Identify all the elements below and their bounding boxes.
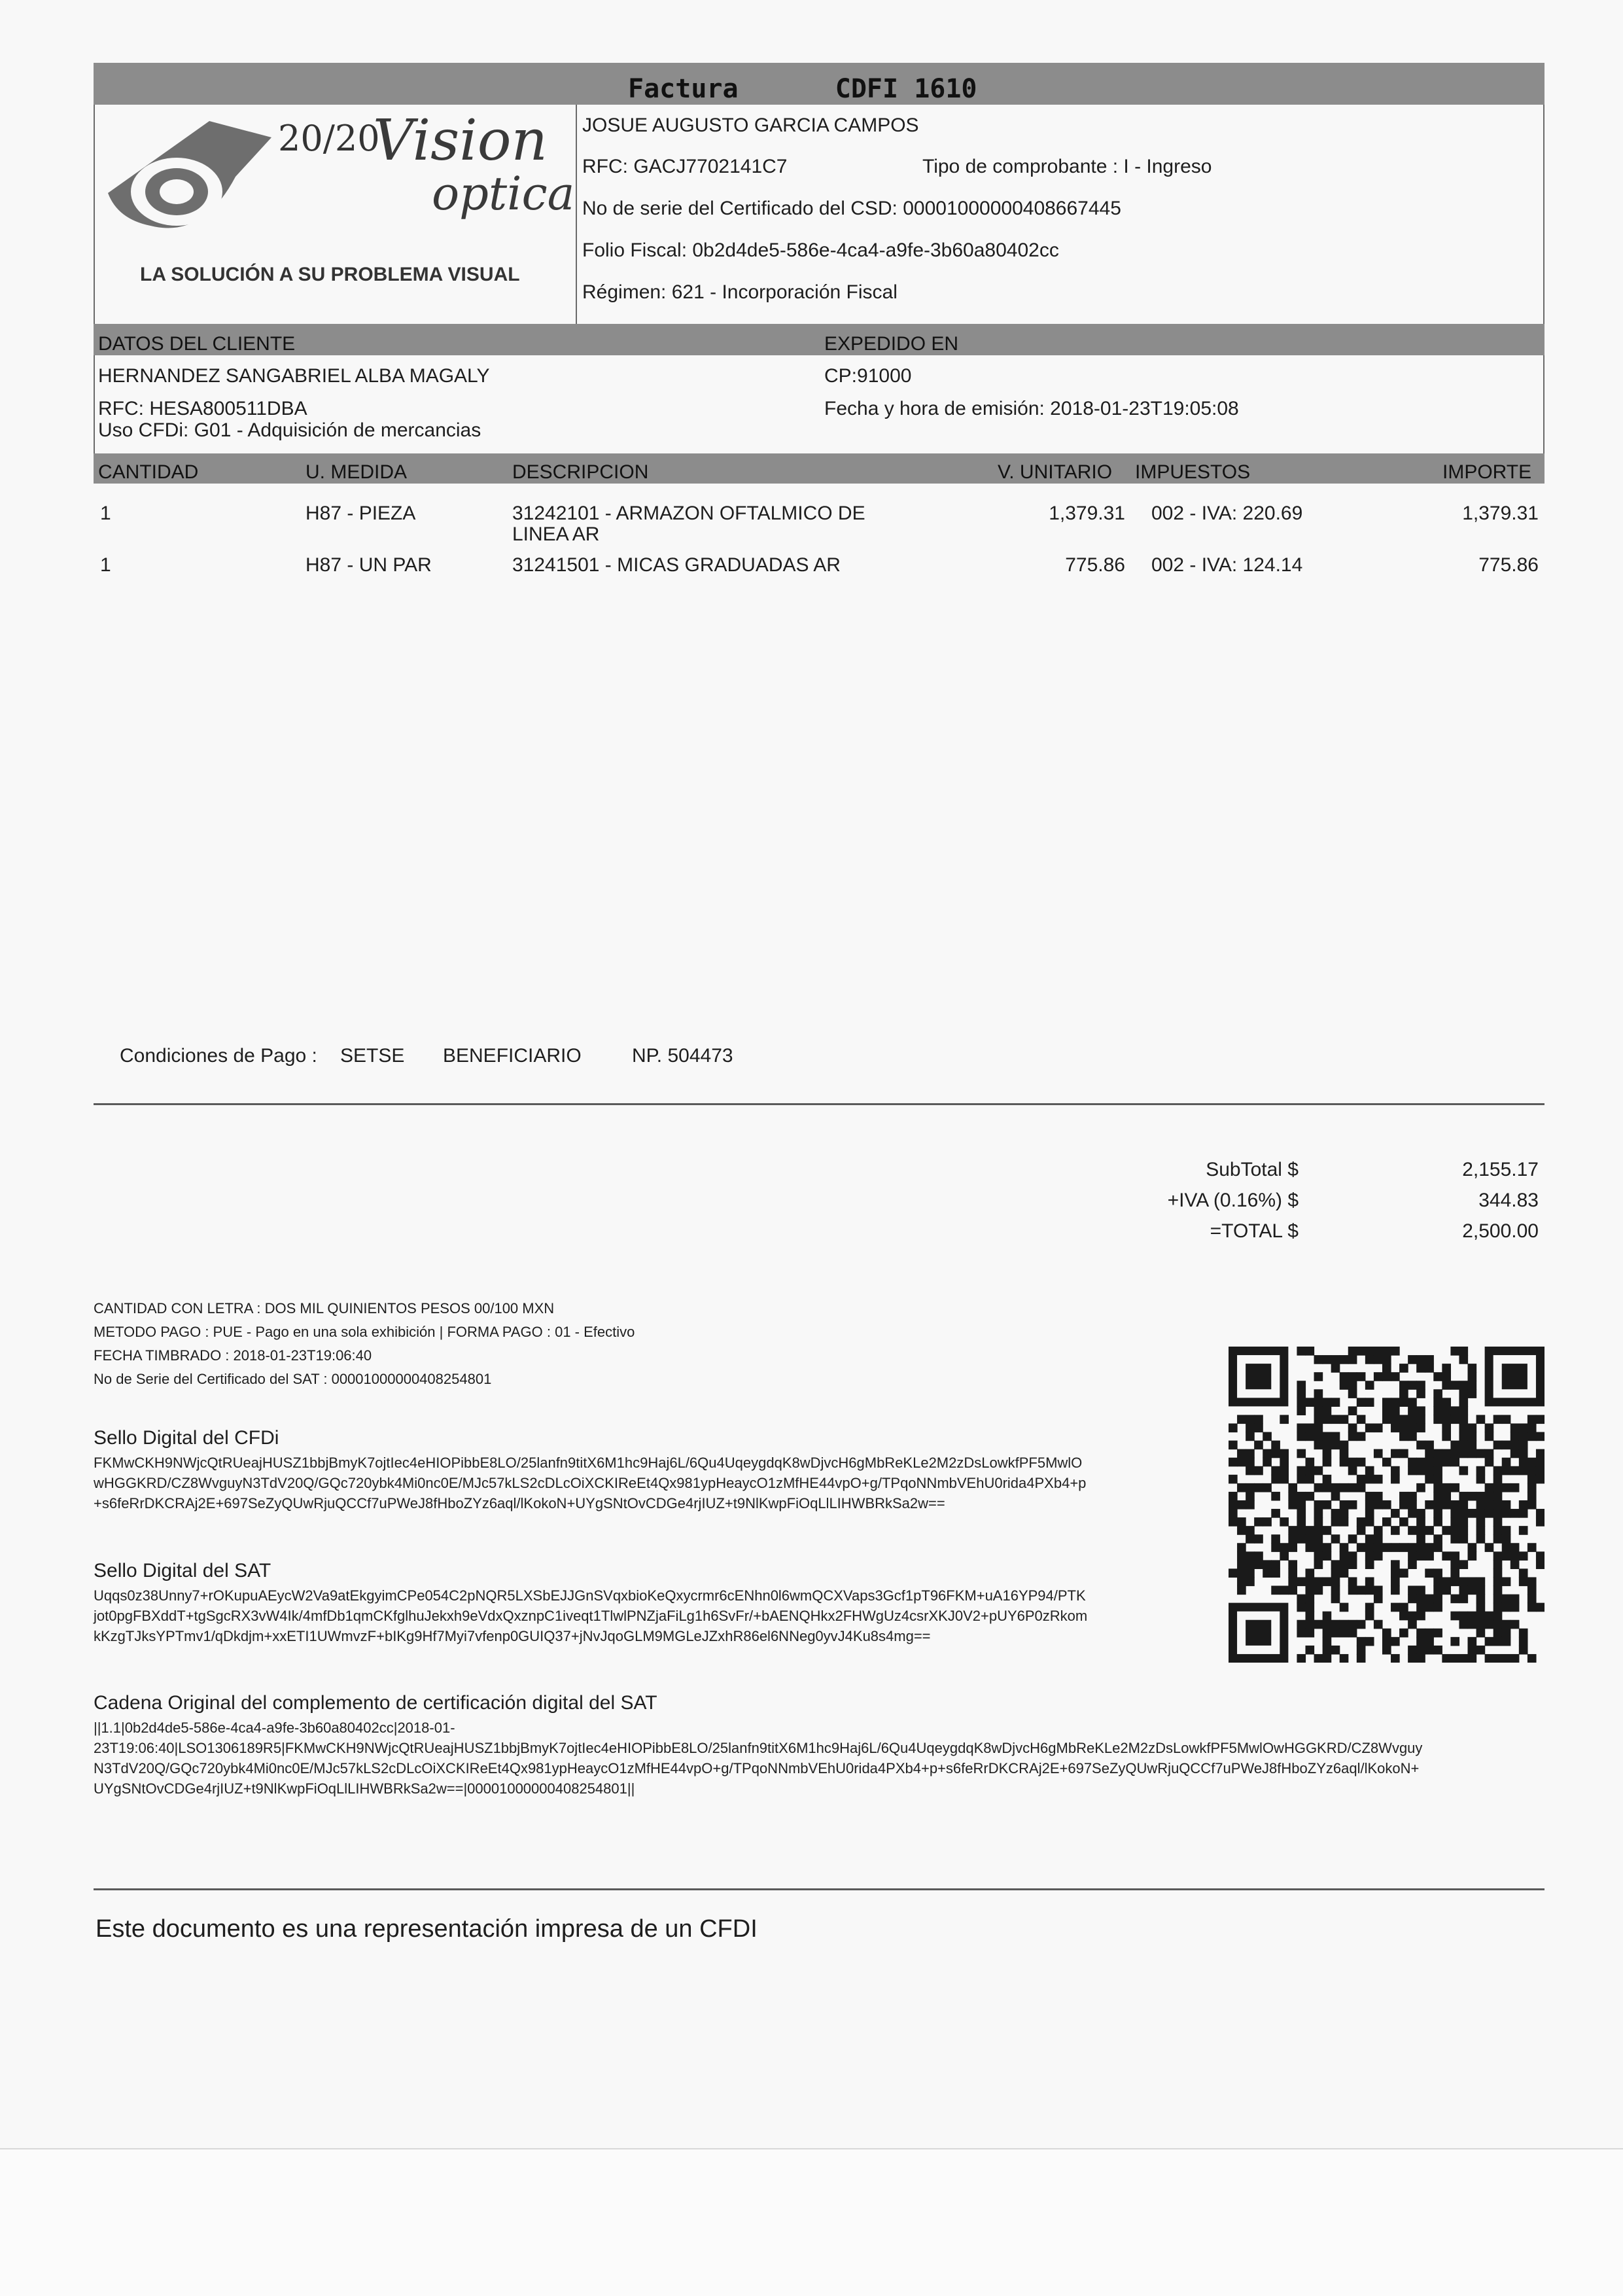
row-unidad: H87 - UN PAR bbox=[305, 554, 432, 576]
sello-sat-line: Uqqs0z38Unny7+rOKupuAEycW2Va9atEkgyimCPe054C2pNQR5LXSbEJJGnSVqxbioKeQxycrmr6cENhn0l6wmQCXVaps3Gcf1pT96FKM+uA16YP94/PTK bbox=[94, 1587, 1086, 1604]
client-band bbox=[94, 324, 1544, 355]
folio-fiscal: Folio Fiscal: 0b2d4de5-586e-4ca4-a9fe-3b60a80402cc bbox=[582, 239, 1059, 261]
row-descripcion-cont: LINEA AR bbox=[512, 523, 600, 545]
sello-cfdi-line: +s6feRrDKCRAj2E+697SeZyQUwRjuQCCf7uPWeJ8fHboZYz6aql/lKokoN+UYgSNtOvCDGe4rjIUZ+t9NlKwpFiOqLlLIHWBRkSa2w== bbox=[94, 1495, 945, 1511]
row-cantidad: 1 bbox=[100, 554, 111, 576]
expedido-cp: CP:91000 bbox=[824, 365, 912, 387]
total-value: 2,500.00 bbox=[1462, 1220, 1539, 1242]
header-box-right bbox=[1543, 105, 1544, 324]
sello-sat-text bbox=[94, 1585, 1193, 1646]
serie-csd: No de serie del Certificado del CSD: 00001000000408667445 bbox=[582, 198, 1121, 219]
footer-note: Este documento es una representación impresa de un CFDI bbox=[96, 1915, 758, 1943]
col-descripcion: DESCRIPCION bbox=[512, 461, 649, 483]
cfdi-number: 1610 bbox=[914, 74, 977, 104]
row-cantidad: 1 bbox=[100, 503, 111, 524]
header-divider bbox=[576, 105, 577, 324]
total-label: =TOTAL $ bbox=[1210, 1220, 1299, 1242]
sello-cfdi-line: wHGGKRD/CZ8WvguyN3TdV20Q/GQc720ybk4Mi0nc0E/MJc57kLS2cDLcOiXCKIReEt4Qx981ypHeaycO1zMfHE44vpO+g/TPqoNNmbVEhU0rida4PXb4+p bbox=[94, 1475, 1087, 1491]
client-uso-cfdi: Uso CFDi: G01 - Adquisición de mercancias bbox=[98, 419, 481, 441]
issuer-rfc: RFC: GACJ7702141C7 bbox=[582, 156, 788, 177]
col-cantidad: CANTIDAD bbox=[98, 461, 199, 483]
header-box-left bbox=[94, 105, 95, 324]
client-rfc: RFC: HESA800511DBA bbox=[98, 398, 307, 419]
logo-brand-sub: optica bbox=[432, 167, 575, 221]
cantidad-letra: CANTIDAD CON LETRA : DOS MIL QUINIENTOS PESOS 00/100 MXN bbox=[94, 1300, 555, 1316]
iva-label: +IVA (0.16%) $ bbox=[1167, 1190, 1299, 1211]
cadena-line: ||1.1|0b2d4de5-586e-4ca4-a9fe-3b60a80402cc|2018-01- bbox=[94, 1720, 455, 1736]
fecha-timbrado: FECHA TIMBRADO : 2018-01-23T19:06:40 bbox=[94, 1347, 372, 1364]
metodo-pago: METODO PAGO : PUE - Pago en una sola exhibición | FORMA PAGO : 01 - Efectivo bbox=[94, 1324, 635, 1340]
col-unidad: U. MEDIDA bbox=[305, 461, 408, 483]
cadena-line: 23T19:06:40|LSO1306189R5|FKMwCKH9NWjcQtRUeajHUSZ1bbjBmyK7ojtIec4eHIOPibbE8LO/25lanfn9titX6M1hc9Haj6L/6Qu4UqeygdqK8wDjvcH6gMbReKLe2M2zDsLowkfPF5MwlOwHGGKRD/CZ8Wvguy bbox=[94, 1740, 1423, 1756]
sello-cfdi-text bbox=[94, 1453, 1193, 1513]
client-box-right bbox=[1543, 355, 1544, 453]
expedido-fecha: Fecha y hora de emisión: 2018-01-23T19:05:08 bbox=[824, 398, 1239, 419]
tipo-comprobante: Tipo de comprobante : I - Ingreso bbox=[922, 156, 1212, 177]
logo-brand-word: Vision bbox=[373, 108, 548, 173]
row-unidad: H87 - PIEZA bbox=[305, 503, 416, 524]
client-box-left bbox=[94, 355, 95, 453]
row-impuestos: 002 - IVA: 220.69 bbox=[1151, 503, 1303, 524]
issuer-name: JOSUE AUGUSTO GARCIA CAMPOS bbox=[582, 115, 919, 136]
scan-edge-line bbox=[0, 2148, 1623, 2149]
company-logo bbox=[105, 108, 575, 308]
expedido-section-label: EXPEDIDO EN bbox=[824, 333, 959, 355]
sello-sat-line: jot0pgFBXddT+tgSgcRX3vW4Ik/4mfDb1qmCKfglhuJekxh9eVdxQxznpC1iveqt1TlwlPNZjaFiLg1h6SvFr/+bAENQHkx2FHWgUz4csrXKJ0V2+pUY6P0zRkom bbox=[94, 1608, 1088, 1624]
cadena-title: Cadena Original del complemento de certificación digital del SAT bbox=[94, 1692, 657, 1714]
cfdi-label: CDFI bbox=[835, 74, 899, 104]
client-section-label: DATOS DEL CLIENTE bbox=[98, 333, 296, 355]
eye-logo-icon bbox=[105, 115, 275, 245]
details-block bbox=[94, 1297, 635, 1391]
row-importe: 775.86 bbox=[1478, 554, 1539, 576]
sello-sat-title: Sello Digital del SAT bbox=[94, 1560, 271, 1581]
col-unitario: V. UNITARIO bbox=[998, 461, 1113, 483]
cadena-text bbox=[94, 1718, 1546, 1799]
row-impuestos: 002 - IVA: 124.14 bbox=[1151, 554, 1303, 576]
row-unitario: 775.86 bbox=[1065, 554, 1125, 576]
row-importe: 1,379.31 bbox=[1462, 503, 1539, 524]
row-descripcion: 31241501 - MICAS GRADUADAS AR bbox=[512, 554, 841, 576]
row-descripcion: 31242101 - ARMAZON OFTALMICO DE bbox=[512, 503, 865, 524]
subtotal-value: 2,155.17 bbox=[1462, 1159, 1539, 1180]
regimen-fiscal: Régimen: 621 - Incorporación Fiscal bbox=[582, 281, 898, 303]
divider-line bbox=[94, 1103, 1544, 1105]
qr-code-icon bbox=[1229, 1347, 1544, 1663]
payment-value-3: NP. 504473 bbox=[632, 1045, 733, 1067]
sello-cfdi-line: FKMwCKH9NWjcQtRUeajHUSZ1bbjBmyK7ojtIec4eHIOPibbE8LO/25lanfn9titX6M1hc9Haj6L/6Qu4UqeygdqK8wDjvcH6gMbReKLe2M2zDsLowkfPF5MwlO bbox=[94, 1455, 1083, 1471]
col-impuestos: IMPUESTOS bbox=[1135, 461, 1251, 483]
client-name: HERNANDEZ SANGABRIEL ALBA MAGALY bbox=[98, 365, 490, 387]
invoice-title bbox=[628, 73, 977, 105]
row-unitario: 1,379.31 bbox=[1049, 503, 1125, 524]
footer-divider bbox=[94, 1888, 1544, 1890]
iva-value: 344.83 bbox=[1478, 1190, 1539, 1211]
sello-sat-line: kKzgTJksYPTmv1/qDkdjm+xxETI1UWmvzF+bIKg9Hf7Myi7vfenp0GUIQ37+jNvJqoGLM9MGLeJZxhR86el6NNeg0yvJ4Ku8s4mg== bbox=[94, 1628, 931, 1644]
payment-value-2: BENEFICIARIO bbox=[443, 1045, 582, 1067]
payment-value-1: SETSE bbox=[340, 1045, 405, 1067]
logo-fraction: 20/20 bbox=[278, 118, 380, 159]
serie-sat: No de Serie del Certificado del SAT : 00001000000408254801 bbox=[94, 1371, 492, 1387]
logo-tagline: LA SOLUCIÓN A SU PROBLEMA VISUAL bbox=[140, 264, 520, 285]
payment-label: Condiciones de Pago : bbox=[120, 1045, 317, 1067]
invoice-title-text: Factura bbox=[628, 74, 739, 104]
cadena-line: UYgSNtOvCDGe4rjIUZ+t9NlKwpFiOqLlLIHWBRkSa2w==|00001000000408254801|| bbox=[94, 1780, 635, 1797]
scan-edge bbox=[0, 2149, 1623, 2296]
sello-cfdi-title: Sello Digital del CFDi bbox=[94, 1427, 279, 1449]
cadena-line: N3TdV20Q/GQc720ybk4Mi0nc0E/MJc57kLS2cDLcOiXCKIReEt4Qx981ypHeaycO1zMfHE44vpO+g/TPqoNNmbVEhU0rida4PXb4+p+s6feRrDKCRAj2E+697SeZyQUwRjuQCCf7uPWeJ8fHboZYz6aql/lKokoN+ bbox=[94, 1760, 1420, 1776]
subtotal-label: SubTotal $ bbox=[1206, 1159, 1299, 1180]
col-importe: IMPORTE bbox=[1442, 461, 1532, 483]
